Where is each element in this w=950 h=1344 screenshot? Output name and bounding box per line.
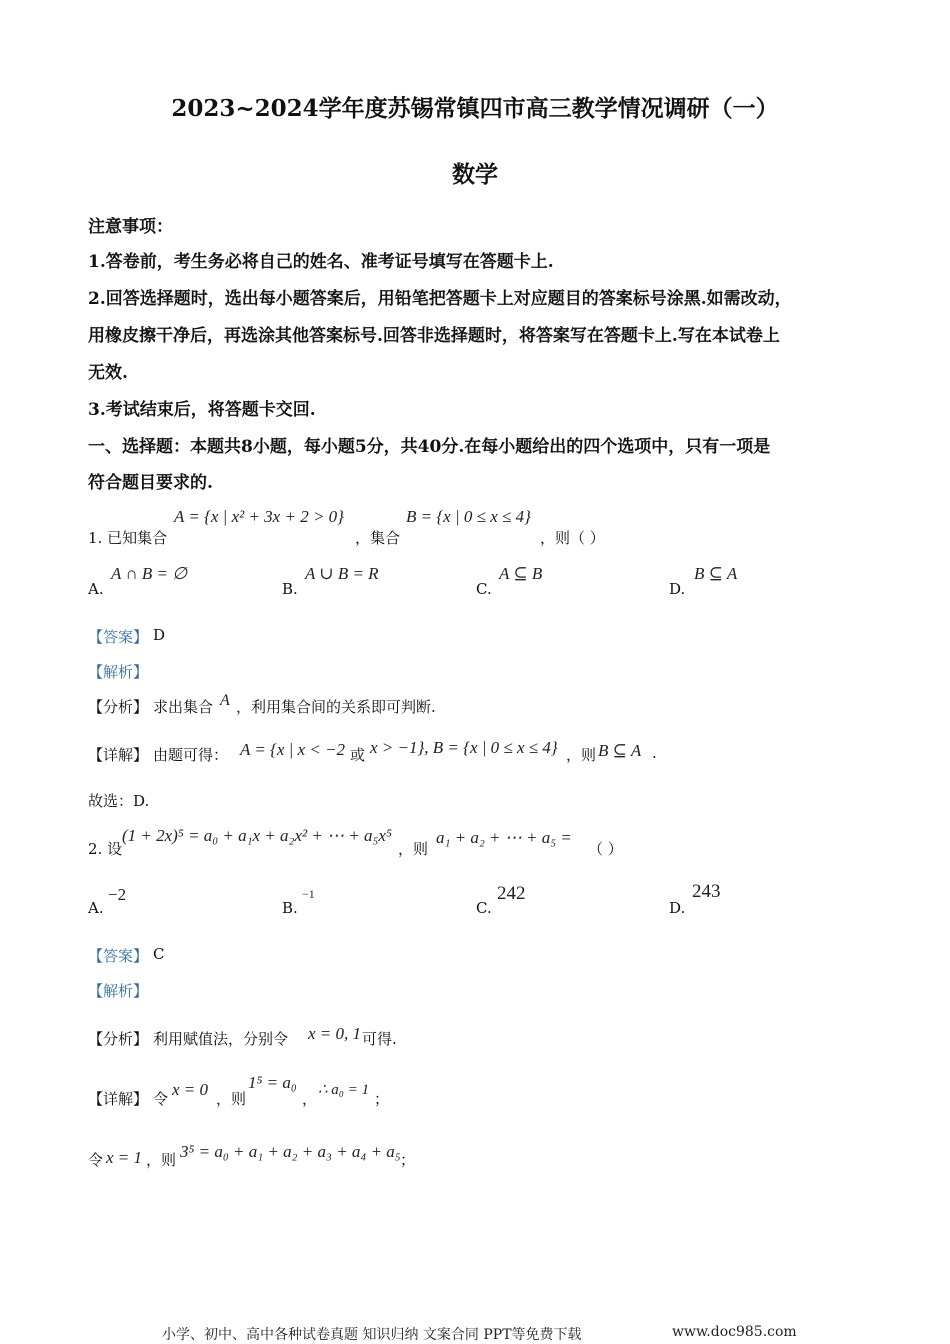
q1-answer: D [153,626,166,644]
q2-detail-text-2: ，则 [216,1090,247,1108]
q1-analysis-tag: 【解析】 [88,663,149,681]
q1-detail-tag: 【详解】 [88,746,149,764]
q1-fenxi-math: A [220,692,230,709]
q2-fenxi-text-2: 可得. [362,1030,397,1048]
q2-mid: ，则 [398,840,429,858]
q1-detail-math-1: A = {x | x < −2 [240,740,346,759]
q2-detail-math-3: ∴ a₀ = 1 [318,1082,370,1098]
q2-option-b: −1 [302,887,315,901]
note-line: 用橡皮擦干净后，再选涂其他答案标号.回答非选择题时，将答案写在答题卡上.写在本试卷上 [88,326,780,346]
q1-option-b-label: B. [282,580,298,598]
q2-line2-math-2: 3⁵ = a₀ + a₁ + a₂ + a₃ + a₄ + a₅ [180,1142,401,1161]
q2-option-c-label: C. [476,899,492,917]
q1-detail-text-2: ，则 [566,746,597,764]
q2-prefix: 2. 设 [88,840,123,858]
q1-detail-text: 由题可得： [153,746,229,764]
footer-text: 小学、初中、高中各种试卷真题 知识归纳 文案合同 PPT等免费下载 [162,1327,582,1343]
note-line: 无效. [88,363,128,383]
q2-detail-math-1: x = 0 [172,1080,209,1099]
q2-option-a: −2 [108,885,127,904]
q1-detail-math-3: B ⊆ A [598,741,642,760]
q1-mid: ，集合 [355,529,401,547]
q2-detail-end: ； [374,1090,390,1108]
q1-option-a-label: A. [88,580,104,598]
q2-line2-end: ； [400,1151,416,1169]
q2-detail-math-2: 1⁵ = a₀ [248,1073,297,1092]
q2-line2-math-1: x = 1 [106,1148,143,1167]
section-heading: 一、选择题：本题共8小题，每小题5分，共40分.在每小题给出的四个选项中，只有一项是 [88,437,771,457]
q2-option-a-label: A. [88,899,104,917]
q2-option-b-label: B. [282,899,298,917]
q1-prefix: 1. 已知集合 [88,529,168,547]
notes-heading: 注意事项： [88,217,173,237]
q2-suffix: （ ） [588,840,623,858]
q2-fenxi-math: x = 0, 1 [308,1024,362,1043]
subject-title: 数学 [452,161,498,188]
q1-option-d-label: D. [669,580,686,598]
q1-set-b: B = {x | 0 ≤ x ≤ 4} [406,507,531,526]
q1-suffix: ，则（ ） [540,529,605,547]
q1-detail-end: . [652,744,657,762]
q2-option-d-label: D. [669,899,686,917]
document-title: 2023~2024学年度苏锡常镇四市高三教学情况调研（一） [171,95,779,122]
note-line: 3.考试结束后，将答题卡交回. [88,400,316,420]
q1-fenxi-tag: 【分析】 [88,698,149,716]
q1-option-d: B ⊆ A [694,564,738,583]
q2-expression: (1 + 2x)⁵ = a₀ + a₁x + a₂x² + ⋯ + a₅x⁵ [122,826,392,845]
q1-detail-math-2: x > −1}, B = {x | 0 ≤ x ≤ 4} [370,738,558,757]
q2-option-c: 242 [497,883,526,904]
q2-line2-text-2: ，则 [146,1151,177,1169]
q1-option-b: A ∪ B = R [305,564,379,583]
q1-set-a: A = {x | x² + 3x + 2 > 0} [174,507,344,526]
q1-detail-or: 或 [350,746,366,764]
q2-option-d: 243 [692,881,721,902]
q2-fenxi-text: 利用赋值法，分别令 [153,1030,289,1048]
q1-option-c: A ⊆ B [499,564,543,583]
section-heading-cont: 符合题目要求的. [88,473,213,493]
q2-detail-tag: 【详解】 [88,1090,149,1108]
note-line: 2.回答选择题时，选出每小题答案后，用铅笔把答题卡上对应题目的答案标号涂黑.如需改动， [88,289,792,309]
note-line: 1.答卷前，考生务必将自己的姓名、准考证号填写在答题卡上. [88,252,554,272]
q1-choose: 故选：D. [88,792,150,810]
q2-detail-text: 令 [153,1090,169,1108]
q1-fenxi-text: 求出集合 [153,698,214,716]
q1-answer-tag: 【答案】 [88,628,149,646]
q1-option-c-label: C. [476,580,492,598]
q2-answer-tag: 【答案】 [88,947,149,965]
q2-analysis-tag: 【解析】 [88,982,149,1000]
q2-answer: C [153,945,165,963]
footer-url[interactable]: www.doc985.com [672,1324,797,1340]
q1-option-a: A ∩ B = ∅ [111,564,188,583]
q2-fenxi-tag: 【分析】 [88,1030,149,1048]
q2-expression-2: a₁ + a₂ + ⋯ + a₅ = [436,828,572,847]
q2-detail-sep: ， [302,1090,318,1108]
q1-fenxi-text-2: ，利用集合间的关系即可判断. [236,698,436,716]
q2-line2-text: 令 [88,1151,104,1169]
